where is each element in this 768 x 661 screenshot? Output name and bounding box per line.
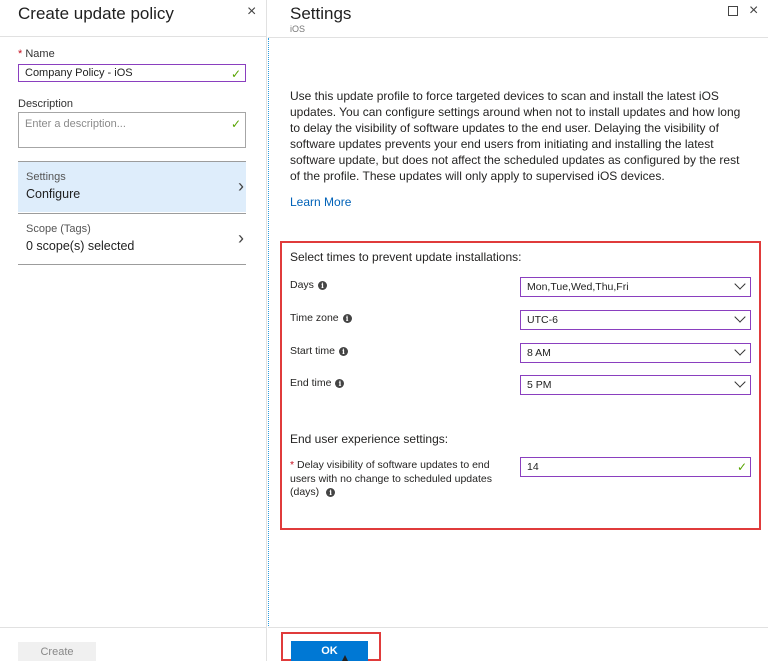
info-icon[interactable]: i	[343, 314, 352, 323]
end-time-label-text: End time	[290, 377, 332, 389]
info-icon[interactable]: i	[318, 281, 327, 290]
chevron-down-icon	[734, 311, 745, 322]
required-asterisk: *	[18, 48, 23, 60]
start-time-value: 8 AM	[527, 347, 551, 359]
end-time-value: 5 PM	[527, 379, 552, 391]
name-label	[18, 48, 55, 60]
end-user-experience-heading: End user experience settings:	[290, 432, 449, 446]
footer-divider	[0, 627, 267, 628]
learn-more-link[interactable]: Learn More	[290, 195, 352, 209]
name-input-value: Company Policy - iOS	[25, 67, 133, 79]
end-time-dropdown[interactable]	[520, 375, 751, 395]
time-zone-label	[290, 312, 352, 324]
info-icon[interactable]: i	[335, 379, 344, 388]
chevron-right-icon: ›	[238, 176, 244, 196]
footer-divider	[268, 627, 768, 628]
chevron-down-icon	[734, 344, 745, 355]
valid-check-icon: ✓	[737, 460, 748, 474]
divider	[18, 264, 246, 265]
divider	[0, 36, 267, 37]
nav-item-caption: Settings	[26, 171, 66, 183]
time-zone-value: UTC-6	[527, 314, 558, 326]
divider	[268, 37, 768, 38]
blade-title: Create update policy	[18, 4, 174, 23]
ok-button[interactable]: OK	[291, 641, 368, 661]
nav-item-scope-tags[interactable]	[18, 213, 246, 264]
nav-item-caption: Scope (Tags)	[26, 223, 91, 235]
description-placeholder: Enter a description...	[25, 118, 126, 130]
days-value: Mon,Tue,Wed,Thu,Fri	[527, 281, 629, 293]
blade-subtitle: iOS	[290, 24, 306, 34]
mouse-cursor-icon	[342, 655, 348, 661]
nav-item-value: Configure	[26, 187, 81, 201]
nav-item-settings[interactable]	[18, 161, 246, 212]
valid-check-icon: ✓	[231, 67, 242, 81]
days-dropdown[interactable]	[520, 277, 751, 297]
create-button[interactable]: Create	[18, 642, 96, 661]
days-label-text: Days	[290, 279, 314, 291]
info-icon[interactable]: i	[339, 347, 348, 356]
blade-title: Settings	[290, 4, 352, 23]
time-zone-label-text: Time zone	[290, 312, 339, 324]
settings-blade	[268, 0, 768, 661]
chevron-down-icon	[734, 278, 745, 289]
delay-visibility-label	[290, 459, 500, 500]
maximize-icon[interactable]	[728, 6, 738, 16]
delay-visibility-label-text: Delay visibility of software updates to end users with no change to scheduled updates (days)	[290, 459, 492, 498]
end-time-label	[290, 377, 344, 389]
start-time-label-text: Start time	[290, 345, 335, 357]
close-icon[interactable]: ×	[247, 3, 257, 20]
prevent-installations-heading: Select times to prevent update installations:	[290, 250, 522, 264]
delay-days-value: 14	[527, 461, 539, 473]
close-icon[interactable]: ×	[749, 2, 759, 19]
start-time-dropdown[interactable]	[520, 343, 751, 363]
focus-border	[268, 38, 269, 628]
start-time-label	[290, 345, 348, 357]
intro-text: Use this update profile to force targeted devices to scan and install the latest iOS updates. You can configure settings around when not to install updates and how long to delay the visibility of software updates to the end user. Delaying the visibility of software updates prevents your end users from initiating and installing the latest software update, but does not affect the scheduled updates as configured by the rest of the profile. These updates will only apply to supervised iOS devices.	[290, 89, 741, 183]
info-icon[interactable]: i	[326, 488, 335, 497]
chevron-down-icon	[734, 376, 745, 387]
description-input[interactable]	[18, 112, 246, 148]
create-update-policy-blade	[0, 0, 267, 661]
name-input[interactable]	[18, 64, 246, 82]
chevron-right-icon: ›	[238, 228, 244, 248]
time-zone-dropdown[interactable]	[520, 310, 751, 330]
description-label: Description	[18, 98, 74, 110]
days-label	[290, 279, 327, 291]
name-label-text: Name	[25, 48, 55, 60]
required-asterisk: *	[290, 459, 295, 471]
valid-check-icon: ✓	[231, 117, 242, 131]
nav-item-value: 0 scope(s) selected	[26, 239, 135, 253]
delay-days-input[interactable]	[520, 457, 751, 477]
